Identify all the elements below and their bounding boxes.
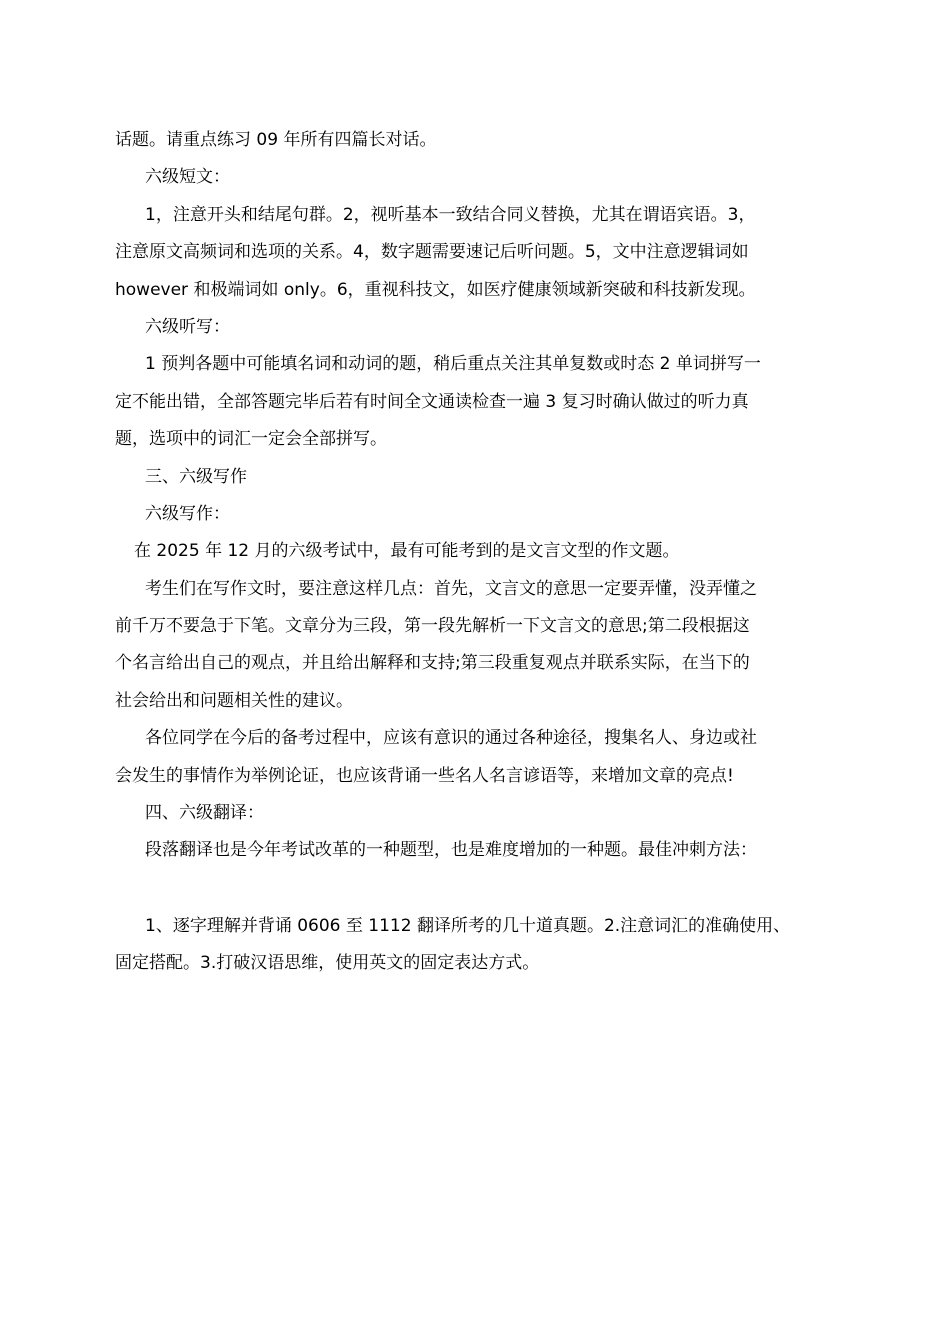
text-line: 固定搭配。3.打破汉语思维，使用英文的固定表达方式。 — [115, 953, 540, 974]
text-line: 考生们在写作文时，要注意这样几点：首先，文言文的意思一定要弄懂，没弄懂之 — [145, 578, 757, 599]
text-line: 前千万不要急于下笔。文章分为三段，第一段先解析一下文言文的意思;第二段根据这 — [115, 616, 750, 637]
text-line: 1、逐字理解并背诵 0606 至 1112 翻译所考的几十道真题。2.注意词汇的准确使用、 — [145, 915, 791, 936]
blank-line — [115, 870, 850, 908]
subheading-writing: 六级写作： — [145, 503, 230, 524]
text-line: 各位同学在今后的备考过程中，应该有意识的通过各种途径，搜集名人、身边或社 — [145, 728, 757, 749]
text-line: 定不能出错，全部答题完毕后若有时间全文通读检查一遍 3 复习时确认做过的听力真 — [115, 391, 749, 412]
text-line: 1 预判各题中可能填名词和动词的题，稍后重点关注其单复数或时态 2 单词拼写一 — [145, 354, 761, 375]
section-heading-dictation: 六级听写： — [145, 316, 230, 337]
text-line: 注意原文高频词和选项的关系。4，数字题需要速记后听问题。5，文中注意逻辑词如 — [115, 242, 749, 263]
text-line: however 和极端词如 only。6，重视科技文，如医疗健康领域新突破和科技新发现。 — [115, 279, 756, 300]
text-line: 话题。请重点练习 09 年所有四篇长对话。 — [115, 130, 437, 150]
text-line: 题，选项中的词汇一定会全部拼写。 — [115, 429, 387, 450]
text-line: 社会给出和问题相关性的建议。 — [115, 690, 353, 711]
section-heading-writing: 三、六级写作 — [145, 466, 247, 487]
document-page — [115, 122, 850, 983]
section-heading-translation: 四、六级翻译： — [145, 803, 264, 824]
text-line: 1，注意开头和结尾句群。2，视听基本一致结合同义替换，尤其在谓语宾语。3， — [145, 204, 756, 225]
section-heading-short-passage: 六级短文： — [145, 167, 230, 188]
text-line: 段落翻译也是今年考试改革的一种题型，也是难度增加的一种题。最佳冲刺方法： — [145, 840, 757, 861]
text-line: 会发生的事情作为举例论证，也应该背诵一些名人名言谚语等，来增加文章的亮点! — [115, 765, 734, 786]
text-line: 在 2025 年 12 月的六级考试中，最有可能考到的是文言文型的作文题。 — [134, 541, 680, 562]
text-line: 个名言给出自己的观点，并且给出解释和支持;第三段重复观点并联系实际，在当下的 — [115, 653, 750, 674]
